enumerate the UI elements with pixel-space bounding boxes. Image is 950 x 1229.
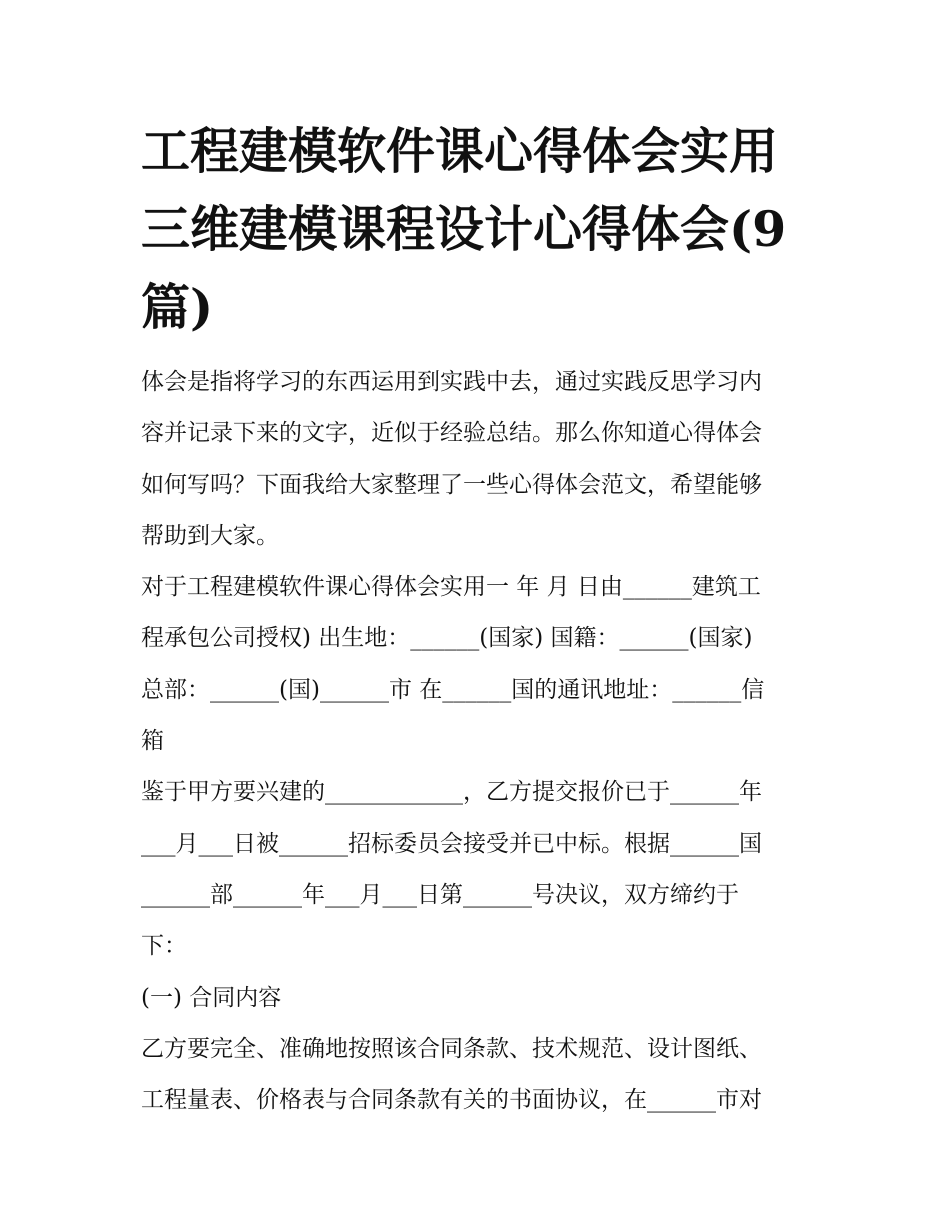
text-line: 乙方要完全、准确地按照该合同条款、技术规范、设计图纸、 [141, 1035, 762, 1062]
text-line: ___月___日被______招标委员会接受并已中标。根据______国 [141, 830, 762, 857]
paragraph-contract-content [141, 1024, 821, 1127]
paragraph-intro [141, 357, 821, 562]
text-line: 工程量表、价格表与合同条款有关的书面协议，在______市对 [141, 1087, 762, 1114]
text-line: 体会是指将学习的东西运用到实践中去，通过实践反思学习内 [141, 369, 762, 395]
text-line: 容并记录下来的文字，近似于经验总结。那么你知道心得体会 [141, 420, 762, 447]
text-line: 箱 [141, 728, 164, 755]
text-line: 程承包公司授权) 出生地：______(国家) 国籍：______(国家) [141, 625, 753, 652]
text-line: (一) 合同内容 [141, 984, 282, 1011]
section-heading [141, 973, 821, 1024]
paragraph-parties [141, 562, 821, 767]
text-line: 总部：______(国)______市 在______国的通讯地址：______信 [141, 676, 765, 703]
text-line: 如何写吗？下面我给大家整理了一些心得体会范文，希望能够 [141, 471, 762, 498]
document-title [141, 112, 821, 346]
text-line: 对于工程建模软件课心得体会实用一 年 月 日由______建筑工 [141, 574, 761, 601]
document-body [141, 357, 821, 1126]
text-line: ______部______年___月___日第______号决议，双方缔约于 [141, 881, 739, 908]
paragraph-recital [141, 767, 821, 972]
title-line: 篇) [141, 278, 214, 336]
text-line: 鉴于甲方要兴建的____________，乙方提交报价已于______年 [141, 779, 762, 806]
title-line: 三维建模课程设计心得体会(9 [141, 200, 787, 258]
title-line: 工程建模软件课心得体会实用 [141, 122, 779, 180]
text-line: 帮助到大家。 [141, 522, 279, 549]
text-line: 下： [141, 933, 187, 960]
